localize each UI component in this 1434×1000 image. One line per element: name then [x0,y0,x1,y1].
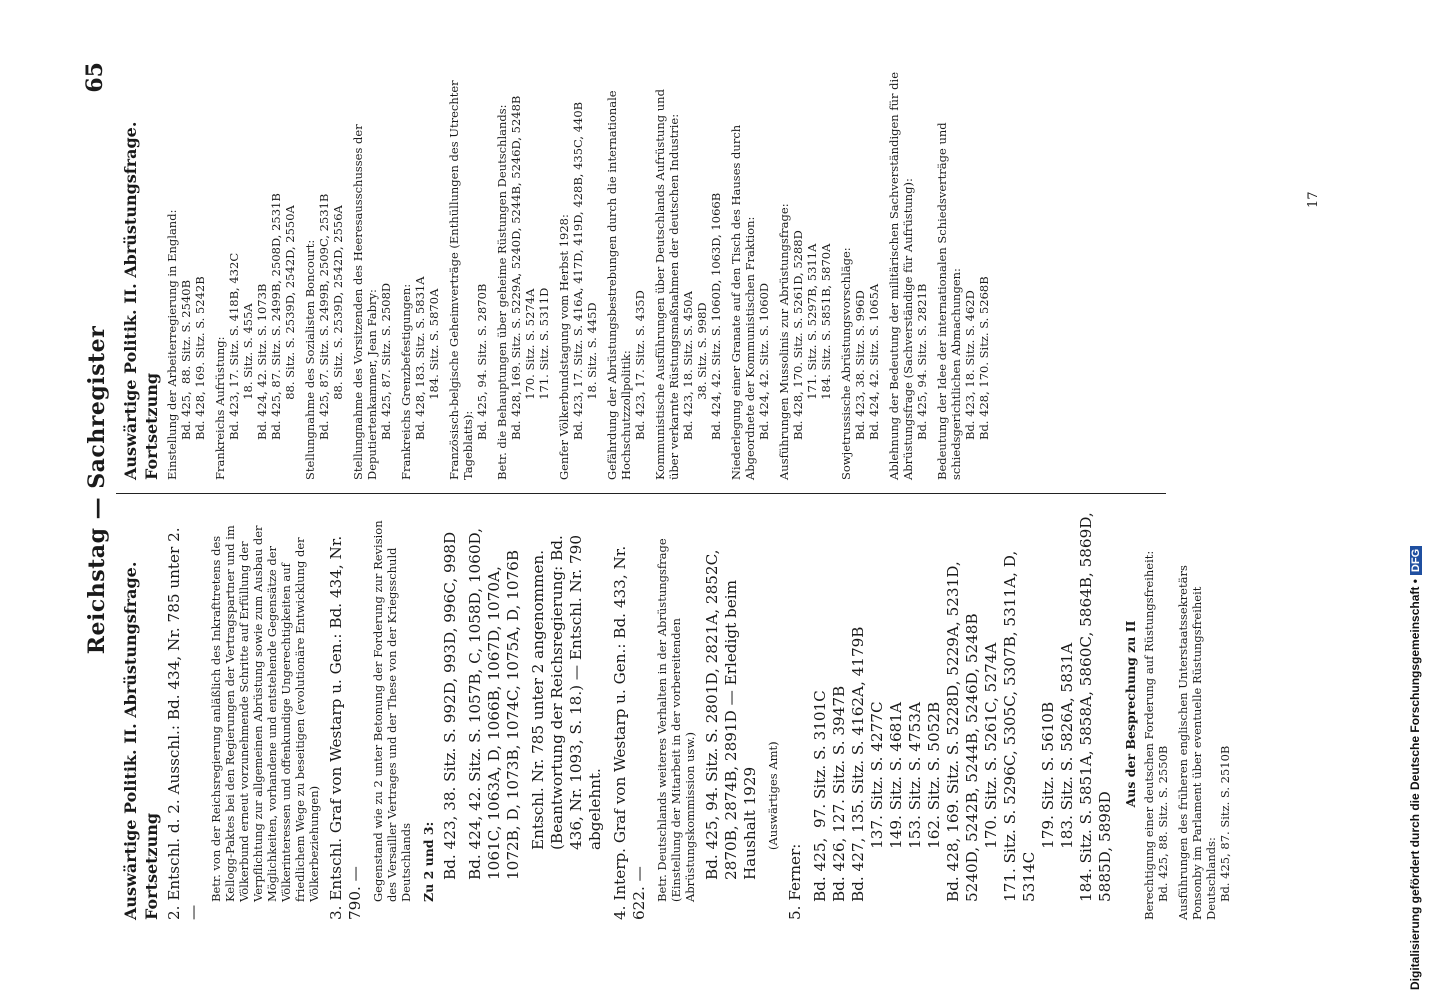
index-entry [839,68,881,480]
index-entry-text: Stellungnahme des Sozialisten Boncourt: [303,239,317,480]
index-entry-ref: 18. Sitz. S. 455A [241,303,255,440]
index-entry [605,68,647,480]
index-entry [303,68,345,480]
index-entry-ref: Bd. 424, 42. Sitz. S. 1073B [255,283,269,440]
index-entry-text: Frankreichs Aufrüstung: [213,336,227,480]
index-entry-text: Niederlegung einer Granate auf den Tisch des Hauses durch Abgeordnete der Kommunistischen Fraktion: [729,124,757,480]
index-entry-ref: Bd. 428, 170. Sitz. S. 5261D, 5288D [791,230,805,440]
index-entry-text: Ablehnung der Bedeutung der militärischen Sachverständigen für die Abrüstungsfrage (Sachverständige für Aufrüstung): [887,71,915,480]
index-entry-text: Ausführungen Mussolinis zur Abrüstungsfrage: [777,203,791,480]
entry-5-ref: 137. Sitz. S. 4277C [867,701,886,902]
index-entry-text: Sowjetrussische Abrüstungsvorschläge: [839,247,853,480]
digitization-credit [1408,10,1422,990]
index-entry-ref: Bd. 428, 170. Sitz. S. 5268B [977,276,991,440]
index-entry [213,68,297,480]
entry-5-refs [811,508,1115,920]
entry-5-ref: Bd. 428, 169. Sitz. S. 5228D, 5229A, 5231D, 5240D, 5242B, 5244B, 5246D, 5248B [943,561,981,902]
right-entries [165,68,991,480]
index-entry-ref: 171. Sitz. S. 5297B, 5311A [805,243,819,440]
index-entry [777,68,833,480]
index-entry-ref: 88. Sitz. S. 2539D, 2542D, 2550A [283,205,297,440]
entry-5-head: 5. Ferner: [785,843,804,920]
entry-5-ref: 170. Sitz. S. 5261C, 5274A [981,642,1000,902]
index-entry-text: Genfer Völkerbundstagung vom Herbst 1928: [557,214,571,480]
right-column-heading: Auswärtige Politik. II. Abrüstungsfrage. Fortsetzung [121,121,161,480]
index-entry-ref: Bd. 425, 94. Sitz. S. 2870B [475,283,489,440]
index-entry-ref: Bd. 424, 42. Sitz. S. 1065A [867,283,881,440]
index-entry-ref: Bd. 424, 42. Sitz. S. 1060D [757,282,771,440]
index-entry [495,68,551,480]
entry-5-ref: 179. Sitz. S. 5610B [1038,701,1057,902]
index-entry-ref: Bd. 423, 38. Sitz. S. 996D [853,290,867,440]
zu-2-und-3-ref-2: Bd. 424, 42. Sitz. S. 1057B, C, 1058D, 1060D, 1061C, 1063A, D, 1066B, 1067D, 1070A, 1072B, D, 1073B, 1074C, 1075A, D, 1076B [465,528,522,880]
left-column-heading: Auswärtige Politik. II. Abrüstungsfrage. Fortsetzung [121,561,161,920]
index-entry-ref: Bd. 423, 18. Sitz. S. 462D [963,290,977,440]
index-entry-ref: Bd. 428, 169. Sitz. S. 5229A, 5240D, 5244B, 5246D, 5248B [509,95,523,440]
zu-2-und-3-heading: Zu 2 und 3: [421,821,436,902]
index-entry-ref: Bd. 423, 18. Sitz. S. 450A [681,291,695,440]
index-entry [165,68,207,480]
index-entry-ref: 184. Sitz. S. 5851B, 5870A [819,243,833,440]
right-column [120,68,997,480]
index-entry-ref: Bd. 425, 87. Sitz. S. 2499B, 2509C, 2531B [317,193,331,440]
index-entry [887,68,929,480]
besprechung-2-text: Ausführungen des früheren englischen Unterstaatssekretärs Ponsonby im Parlament über eventuelle Rüstungsfreiheit Deutschlands: [1176,565,1219,920]
zu-2-und-3-ref-1: Bd. 423, 38. Sitz. S. 992D, 993D, 996C, 998D [440,531,459,880]
index-entry-ref: 171. Sitz. S. 5311D [537,287,551,440]
entry-4-ref: Bd. 425, 94. Sitz. S. 2801D, 2821A, 2852C, 2870B, 2874B, 2891D — Erledigt beim Haushalt 1929 [702,549,759,880]
index-entry-ref: Bd. 423, 17. Sitz. S. 416A, 417D, 419D, 428B, 435C, 440B [571,101,585,440]
entry-5-ref: 183. Sitz. S. 5826A, 5831A [1057,642,1076,902]
index-entry [557,68,599,480]
index-entry [399,68,441,480]
index-entry-text: Einstellung der Arbeiterregierung in England: [165,209,179,480]
besprechung-1-ref: Bd. 425, 88. Sitz. S. 2550B [1156,745,1171,902]
entry-3-head: 3. Entschl. Graf von Westarp u. Gen.: Bd. 434, Nr. 790. — [327,535,364,920]
page-title: Reichstag — Sachregister [84,325,110,655]
column-divider [116,493,1166,494]
index-entry-text: Betr. die Behauptungen über geheime Rüstungen Deutschlands: [495,104,509,480]
entry-5-ref: 184. Sitz. S. 5851A, 5858A, 5860C, 5864B, 5869D, 5885D, 5898D [1076,512,1114,902]
index-entry-ref: Bd. 425, 88. Sitz. S. 2540B [179,279,193,440]
entry-4-note: (Auswärtiges Amt) [765,741,780,850]
index-entry [729,68,771,480]
index-entry-text: Bedeutung der Idee der internationalen Schiedsverträge und schiedsgerichtlichen Abmachungen: [935,122,963,480]
index-entry-text: Stellungnahme des Vorsitzenden des Heeresausschusses der Deputiertenkammer, Jean Fabry: [351,124,379,480]
index-entry-ref: 38. Sitz. S. 998D [695,302,709,440]
rotated-page [80,60,1233,920]
index-entry-ref: Bd. 425, 87. Sitz. S. 2499B, 2508D, 2531B [269,193,283,440]
index-entry-ref: 88. Sitz. S. 2539D, 2542D, 2556A [331,205,345,440]
besprechung-2-ref: Bd. 425, 87. Sitz. S. 2510B [1218,745,1233,902]
entry-5-ref: 149. Sitz. S. 4681A [886,702,905,902]
left-column [120,508,1238,920]
index-entry-ref: Bd. 424, 42. Sitz. S. 1060D, 1063D, 1066B [709,192,723,440]
entry-4-body: Betr. Deutschlands weiteres Verhalten in der Abrüstungsfrage (Einstellung der Mitarbeit in der vorbereitenden Abrüstungskommission usw.) [654,538,697,902]
index-entry [351,68,393,480]
index-entry-ref: 18. Sitz. S. 445D [585,302,599,440]
entry-5-ref: 171. Sitz. S. 5296C, 5305C, 5307B, 5311A, D, 5314C [1000,550,1038,902]
index-entry-ref: Bd. 425, 94. Sitz. S. 2821B [915,283,929,440]
entry-4-head: 4. Interp. Graf von Westarp u. Gen.: Bd. 433, Nr. 622. — [610,545,648,920]
index-entry-ref: Bd. 423, 17. Sitz. S. 435D [633,290,647,440]
entry-5-ref: 153. Sitz. S. 4753A [905,702,924,902]
dfg-logo: DFG [1410,546,1422,575]
index-entry-ref: 184. Sitz. S. 5870A [427,288,441,440]
entry-2-body: Betr. von der Reichsregierung anläßlich des Inkrafttretens des Kellogg-Paktes bei den Regierungen der Vertragspartner und im Völkerbund erneut vorzunehmende Schritte auf Erfüllung der Verpflichtung zur allgemeinen Abrüstung sowie zum Ausbau der Möglichkeiten, vorhandene und entstehende Gegensätze der Völkerinteressen und offenkundige Ungerechtigkeiten auf friedlichem Wege zu beseitigen (evolutionäre Entwicklung der Völkerbeziehungen) [209,525,321,902]
entry-5-ref: Bd. 426, 127. Sitz. S. 3947B [829,685,848,902]
index-entry-ref: 170. Sitz. S. 5274A [523,288,537,440]
entry-2-head: 2. Entschl. d. 2. Ausschl.: Bd. 434, Nr. 785 unter 2. — [165,527,202,920]
index-entry [653,68,723,480]
entry-3-body: Gegenstand wie zu 2 unter Betonung der Forderung zur Revision des Versailler Vertrages und der These von der Kriegsschuld Deutschlands [371,520,413,902]
entry-5-ref: Bd. 425, 97. Sitz. S. 3101C [810,690,829,902]
sheet-signature: 17 [1306,191,1321,208]
index-entry-text: Kommunistische Ausführungen über Deutschlands Aufrüstung und über verkarnte Rüstungsmaßnahmen der deutschen Industrie: [653,89,681,480]
index-entry-text: Gefährdung der Abrüstungsbestrebungen durch die internationale Hochschutzzollpolitik: [605,90,633,480]
index-entry [935,68,991,480]
index-entry-text: Französisch-belgische Geheimverträge (Enthüllungen des Utrechter Tageblatts): [447,80,475,480]
index-entry-ref: Bd. 423, 17. Sitz. S. 418B, 432C [227,252,241,440]
besprechung-heading: Aus der Besprechung zu II [1122,620,1138,808]
besprechung-1-text: Berechtigung einer deutschen Forderung auf Rüstungsfreiheit: [1142,550,1157,920]
page-number: 65 [82,62,108,93]
index-entry-ref: Bd. 425, 87. Sitz. S. 2508D [379,282,393,440]
entry-5-ref: Bd. 427, 135. Sitz. S. 4162A, 4179B [848,626,867,902]
index-entry-ref: Bd. 428, 183. Sitz. S. 5831A [413,276,427,440]
index-entry-ref: Bd. 428, 169. Sitz. S. 5242B [193,276,207,440]
entry-5-ref: 162. Sitz. S. 5052B [924,701,943,902]
index-entry-text: Frankreichs Grenzbefestigungen: [399,283,413,480]
zu-2-und-3-result: Entschl. Nr. 785 unter 2 angenommen. (Beantwortung der Reichsregierung: Bd. 436, Nr. 1093, S. 18.) — Entschl. Nr. 790 abgelehnt. [528,534,604,850]
credit-text: Digitalisierung gefördert durch die Deutsche Forschungsgemeinschaft • [1408,579,1422,990]
index-entry [447,68,489,480]
running-head [80,60,120,920]
